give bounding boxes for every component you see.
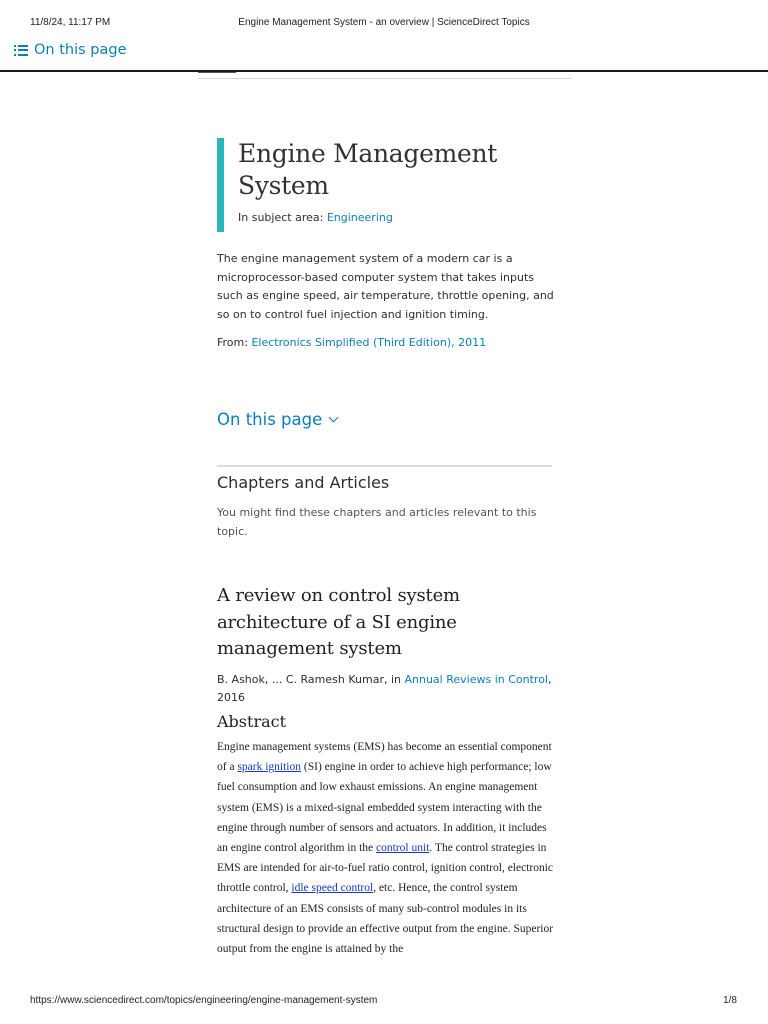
article-title[interactable]: A review on control system architecture of a SI engine management system — [217, 585, 460, 659]
abstract-part: (SI) engine in order to achieve high performance; low fuel consumption and low exhaust emissions. An engine management system (EMS) is a mixed-signal embedded system interacting with the engine through number of sensors and actuators. In addition, it includes an engine control algorithm in the — [217, 761, 552, 855]
print-url: https://www.sciencedirect.com/topics/engineering/engine-management-system — [30, 995, 378, 1006]
chapters-description: You might find these chapters and articles relevant to this topic. — [217, 506, 537, 538]
print-page-number: 1/8 — [723, 995, 737, 1006]
on-this-page-button[interactable] — [14, 42, 127, 58]
chevron-down-icon — [329, 413, 339, 423]
header-divider — [198, 78, 572, 79]
source-label: From: — [217, 336, 248, 349]
print-header — [0, 17, 768, 31]
abstract-part: Engine management systems (EMS) has become an essential component of a — [217, 741, 552, 774]
spark-ignition-link[interactable]: spark ignition — [237, 761, 302, 774]
subject-area — [238, 211, 557, 224]
subject-area-link[interactable]: Engineering — [326, 211, 393, 224]
on-this-page-toggle-label: On this page — [217, 410, 323, 429]
abstract-text — [217, 737, 555, 959]
idle-speed-control-link[interactable]: idle speed control — [291, 882, 374, 895]
article-byline — [217, 671, 557, 707]
subject-area-label: In subject area: — [238, 211, 324, 224]
sticky-toolbar — [0, 38, 768, 72]
abstract-heading: Abstract — [217, 712, 287, 731]
byline-year: , 2016 — [217, 673, 552, 704]
page-title: Engine Management System — [238, 139, 498, 200]
print-title: Engine Management System - an overview | ScienceDirect Topics — [238, 17, 530, 28]
print-date: 11/8/24, 11:17 PM — [30, 17, 111, 28]
definition-source — [217, 336, 486, 349]
control-unit-link[interactable]: control unit — [376, 842, 430, 855]
topic-definition: The engine management system of a modern car is a microprocessor-based computer system that takes inputs such as engine speed, air temperature, throttle opening, and so on to control fuel injection and ignition timing. — [217, 252, 554, 321]
abstract-part: , etc. Hence, the control system architecture of an EMS consists of many sub-control modules in its structural design to provide an effective output from the engine. Superior output from the engine is attained by the — [217, 882, 554, 956]
source-link[interactable]: Electronics Simplified (Third Edition), 2011 — [251, 336, 487, 349]
cut-off-logo — [198, 68, 236, 73]
byline-authors: B. Ashok, ... C. Ramesh Kumar, in — [217, 673, 401, 686]
on-this-page-label: On this page — [34, 42, 127, 58]
on-this-page-toggle[interactable] — [217, 410, 337, 429]
section-divider — [217, 465, 552, 467]
abstract-part: . The control strategies in EMS are intended for air-to-fuel ratio control, ignition control, electronic throttle control, — [217, 842, 554, 895]
topic-header — [217, 138, 557, 232]
journal-link[interactable]: Annual Reviews in Control — [404, 673, 548, 686]
chapters-heading: Chapters and Articles — [217, 473, 390, 492]
list-icon — [14, 45, 28, 56]
